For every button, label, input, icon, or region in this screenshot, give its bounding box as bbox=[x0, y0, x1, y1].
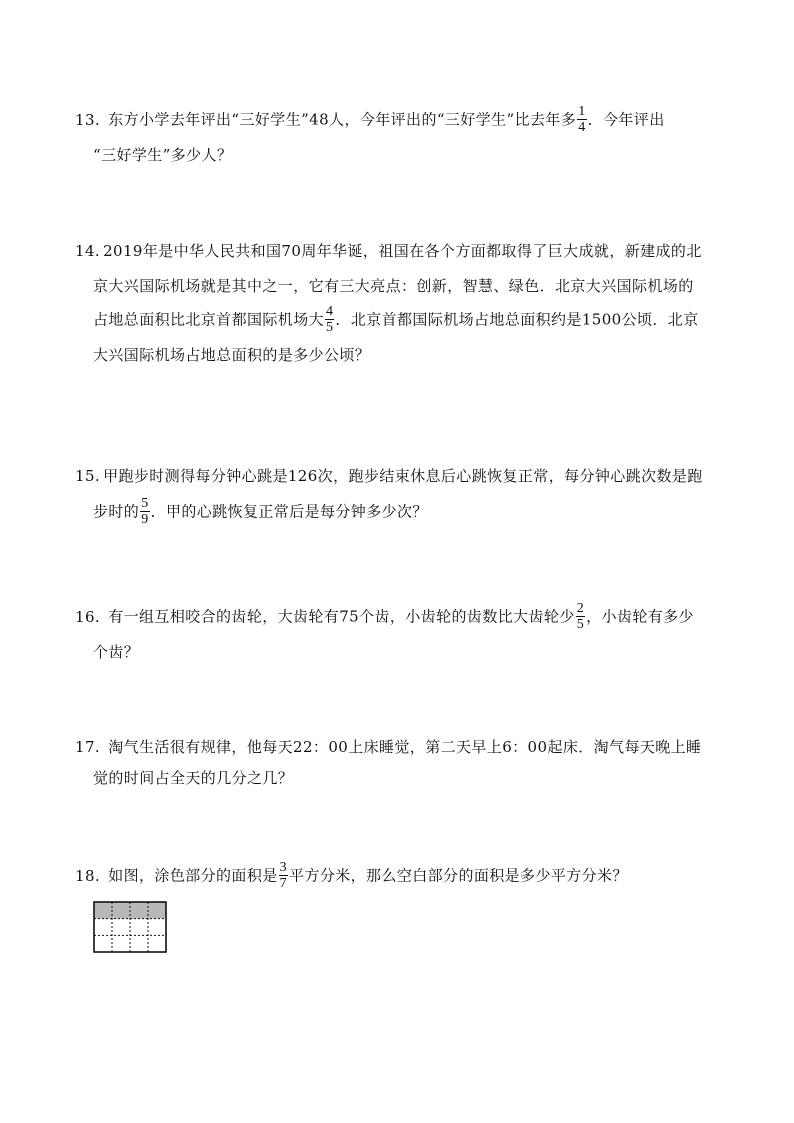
q15-fraction bbox=[140, 496, 149, 527]
q16-line-1 bbox=[75, 602, 694, 633]
q13-text-b: ．今年评出 bbox=[587, 110, 665, 129]
q17-text-1: 淘气生活很有规律，他每天22：00上床睡觉，第二天早上6：00起床．淘气每天晚上睡 bbox=[108, 738, 702, 756]
q14-text-3b: ．北京首都国际机场占地总面积约是1500公顷．北京 bbox=[335, 310, 699, 329]
q17-number: 17. bbox=[75, 738, 101, 756]
q14-number: 14. bbox=[75, 242, 101, 260]
q14-frac-numerator: 4 bbox=[326, 304, 334, 319]
q13-line-2: “三好学生”多少人？ bbox=[93, 146, 233, 164]
q18-text-a: 如图，涂色部分的面积是 bbox=[108, 866, 278, 885]
q16-fraction bbox=[576, 601, 585, 632]
q14-frac-denominator: 5 bbox=[326, 320, 334, 335]
q18-number: 18. bbox=[75, 866, 101, 885]
q17-line-1 bbox=[75, 737, 701, 757]
shaded-cell bbox=[112, 902, 130, 919]
shaded-cell bbox=[94, 902, 112, 919]
q14-line-4: 大兴国际机场占地总面积的是多少公顷？ bbox=[93, 346, 371, 364]
q15-frac-numerator: 5 bbox=[141, 496, 149, 511]
q14-text-3a: 占地总面积比北京首都国际机场大 bbox=[93, 310, 325, 329]
q15-text-1: 甲跑步时测得每分钟心跳是126次，跑步结束休息后心跳恢复正常，每分钟心跳次数是跑 bbox=[103, 467, 703, 485]
q14-text-1: 2019年是中华人民共和国70周年华诞，祖国在各个方面都取得了巨大成就，新建成的北 bbox=[103, 242, 702, 260]
blank-cell bbox=[112, 935, 130, 952]
blank-cell bbox=[94, 935, 112, 952]
blank-cell bbox=[130, 919, 148, 936]
q16-text-a: 有一组互相咬合的齿轮，大齿轮有75个齿，小齿轮的齿数比大齿轮少 bbox=[108, 607, 575, 626]
q16-frac-numerator: 2 bbox=[576, 601, 585, 616]
q14-fraction bbox=[325, 304, 334, 335]
q14-line-3 bbox=[93, 305, 699, 336]
q14-line-2: 京大兴国际机场就是其中之一，它有三大亮点：创新，智慧、绿色．北京大兴国际机场的 bbox=[93, 277, 694, 295]
q13-frac-denominator: 4 bbox=[578, 120, 586, 135]
q17-line-2: 觉的时间占全天的几分之几？ bbox=[93, 769, 294, 787]
q13-frac-numerator: 1 bbox=[578, 104, 586, 119]
shaded-cell bbox=[130, 902, 148, 919]
q14-line-1 bbox=[75, 241, 702, 261]
q15-line-1 bbox=[75, 466, 703, 486]
q15-frac-denominator: 9 bbox=[141, 512, 149, 527]
blank-cell bbox=[130, 935, 148, 952]
q13-line-1 bbox=[75, 105, 665, 136]
q16-text-b: ，小齿轮有多少 bbox=[586, 607, 694, 626]
shaded-cell bbox=[148, 902, 166, 919]
q13-number: 13. bbox=[75, 110, 101, 129]
q13-text-a: 东方小学去年评出“三好学生”48人，今年评出的“三好学生”比去年多 bbox=[108, 110, 577, 129]
q16-line-2: 个齿？ bbox=[93, 643, 140, 661]
q15-text-2a: 步时的 bbox=[93, 502, 140, 521]
q15-text-2b: ．甲的心跳恢复正常后是每分钟多少次？ bbox=[150, 502, 428, 521]
q13-fraction bbox=[577, 104, 586, 135]
blank-cell bbox=[94, 919, 112, 936]
q18-grid-figure bbox=[93, 901, 167, 953]
q18-frac-numerator: 3 bbox=[279, 860, 288, 875]
q18-text-b: 平方分米，那么空白部分的面积是多少平方分米？ bbox=[289, 866, 628, 885]
q15-line-2 bbox=[93, 497, 428, 528]
q18-line-1 bbox=[75, 861, 628, 892]
q15-number: 15. bbox=[75, 467, 101, 485]
blank-cell bbox=[148, 935, 166, 952]
q16-number: 16. bbox=[75, 607, 101, 626]
q18-fraction bbox=[279, 860, 288, 891]
blank-cell bbox=[112, 919, 130, 936]
blank-cell bbox=[148, 919, 166, 936]
q16-frac-denominator: 5 bbox=[576, 617, 585, 632]
q18-frac-denominator: 7 bbox=[279, 876, 288, 891]
